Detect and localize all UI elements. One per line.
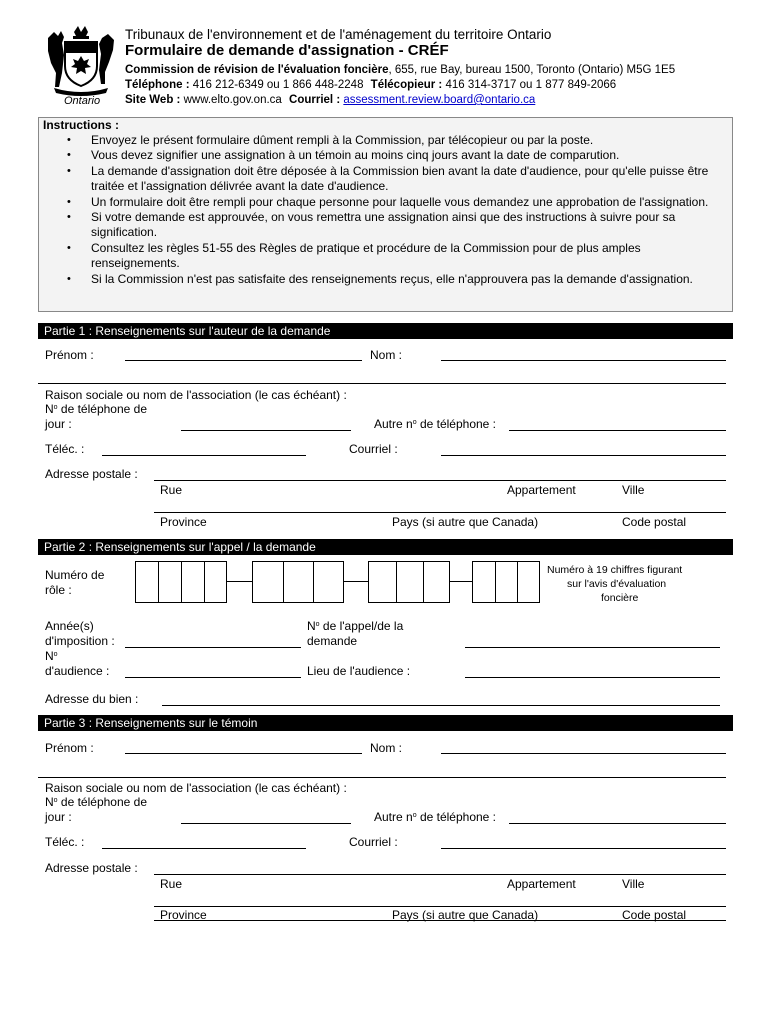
- email-label: Courriel :: [289, 94, 341, 106]
- p3-appartement-caption: Appartement: [507, 877, 576, 891]
- roll-number-group-1[interactable]: [135, 561, 227, 603]
- p3-nom-label: Nom :: [370, 741, 403, 755]
- annees-field[interactable]: [125, 647, 301, 648]
- roll-number-group-2[interactable]: [252, 561, 344, 603]
- instructions-title: Instructions :: [43, 118, 120, 132]
- label-part: N: [45, 402, 54, 416]
- label-part: Autre n: [374, 810, 413, 824]
- p3-code-postal-caption: Code postal: [622, 908, 687, 922]
- audience-field[interactable]: [125, 677, 301, 678]
- p1-raison-label: Raison sociale ou nom de l'association (le cas échéant) :: [45, 388, 347, 402]
- appel-label: [307, 619, 403, 633]
- p3-raison-label: Raison sociale ou nom de l'association (le cas échéant) :: [45, 781, 347, 795]
- part2-header: Partie 2 : Renseignements sur l'appel / la demande: [38, 539, 733, 555]
- roll-number-label-2: rôle :: [45, 583, 72, 597]
- part1-header: Partie 1 : Renseignements sur l'auteur de la demande: [38, 323, 733, 339]
- roll-connector: [450, 581, 472, 582]
- contact-web-line: [125, 93, 535, 107]
- p1-appartement-caption: Appartement: [507, 483, 576, 497]
- contact-phone-line: [125, 78, 616, 92]
- tribunal-name: Tribunaux de l'environnement et de l'aménagement du territoire Ontario: [125, 27, 552, 42]
- p1-autre-tel-field[interactable]: [509, 430, 726, 431]
- instruction-item: • Vous devez signifier une assignation à un témoin au moins cinq jours avant la date de comparution.: [39, 148, 729, 163]
- p1-adresse-label: Adresse postale :: [45, 467, 138, 481]
- annees-label-2: d'imposition :: [45, 634, 115, 648]
- p1-prenom-field[interactable]: [125, 360, 362, 361]
- phone-value: 416 212-6349 ou 1 866 448-2248: [189, 79, 364, 91]
- p3-tel-jour-label-2: jour :: [45, 810, 72, 824]
- instruction-item: • Si votre demande est approuvée, on vous remettra une assignation ainsi que des instructions à suivre pour sa signification.: [39, 210, 729, 241]
- p3-bottom-line: [154, 920, 726, 921]
- p3-autre-tel-field[interactable]: [509, 823, 726, 824]
- audience-label-2: d'audience :: [45, 664, 110, 678]
- instruction-item: • Si la Commission n'est pas satisfaite des renseignements reçus, elle n'approuvera pas la demande d'assignation.: [39, 272, 729, 287]
- instruction-item: • Consultez les règles 51-55 des Règles de pratique et procédure de la Commission pour de plus amples renseignements.: [39, 241, 729, 272]
- roll-note-3: foncière: [601, 592, 639, 604]
- part3-header: Partie 3 : Renseignements sur le témoin: [38, 715, 733, 731]
- p3-prenom-field[interactable]: [125, 753, 362, 754]
- label-sup: o: [315, 621, 320, 628]
- p1-adresse-field[interactable]: [154, 480, 726, 481]
- p3-nom-field[interactable]: [441, 753, 726, 754]
- appel-field[interactable]: [465, 647, 720, 648]
- instruction-item: • Envoyez le présent formulaire dûment rempli à la Commission, par télécopieur ou par la poste.: [39, 133, 729, 148]
- adresse-bien-label: Adresse du bien :: [45, 692, 139, 706]
- commission-name: Commission de révision de l'évaluation foncière: [125, 64, 389, 76]
- web-value: www.elto.gov.on.ca: [180, 94, 282, 106]
- label-sup: o: [53, 404, 58, 411]
- label-sup: o: [412, 812, 417, 819]
- form-title: Formulaire de demande d'assignation - CRÉF: [125, 42, 449, 59]
- audience-label: [45, 649, 58, 663]
- instructions-list: [39, 133, 729, 287]
- p3-telec-label: Téléc. :: [45, 835, 85, 849]
- p1-courriel-label: Courriel :: [349, 442, 398, 456]
- appel-label-2: demande: [307, 634, 358, 648]
- roll-note-2: sur l'avis d'évaluation: [567, 578, 667, 590]
- p1-telec-label: Téléc. :: [45, 442, 85, 456]
- label-sup: o: [53, 651, 58, 658]
- logo-wordmark: Ontario: [64, 95, 101, 107]
- p3-prenom-label: Prénom :: [45, 741, 94, 755]
- p3-separator-line[interactable]: [38, 777, 726, 778]
- label-part: de téléphone de: [57, 402, 147, 416]
- roll-connector: [344, 581, 368, 582]
- p3-rue-caption: Rue: [160, 877, 183, 891]
- lieu-label: Lieu de l'audience :: [307, 664, 411, 678]
- roll-connector: [227, 581, 252, 582]
- label-part: N: [45, 795, 54, 809]
- label-part: de téléphone :: [416, 417, 497, 431]
- p3-courriel-label: Courriel :: [349, 835, 398, 849]
- label-part: de téléphone de: [57, 795, 147, 809]
- ontario-coat-of-arms-icon: [44, 24, 118, 96]
- commission-line: [125, 63, 675, 77]
- p1-code-postal-caption: Code postal: [622, 515, 687, 529]
- p1-autre-tel-label: [374, 417, 496, 431]
- p1-tel-jour-field[interactable]: [181, 430, 351, 431]
- p3-adresse-label: Adresse postale :: [45, 861, 138, 875]
- roll-number-group-3[interactable]: [368, 561, 450, 603]
- label-part: de l'appel/de la: [319, 619, 404, 633]
- p1-tel-jour-label: [45, 402, 147, 416]
- p3-tel-jour-label: [45, 795, 147, 809]
- p3-pays-caption: Pays (si autre que Canada): [392, 908, 539, 922]
- p1-nom-label: Nom :: [370, 348, 403, 362]
- label-part: N: [45, 649, 54, 663]
- instruction-item: • Un formulaire doit être rempli pour chaque personne pour laquelle vous demandez une approbation de l'assignation.: [39, 195, 729, 210]
- label-sup: o: [53, 797, 58, 804]
- p1-ville-caption: Ville: [622, 483, 645, 497]
- p1-separator-line[interactable]: [38, 383, 726, 384]
- p1-province-caption: Province: [160, 515, 207, 529]
- p3-province-caption: Province: [160, 908, 207, 922]
- p3-ville-caption: Ville: [622, 877, 645, 891]
- p1-courriel-field[interactable]: [441, 455, 726, 456]
- fax-label: Télécopieur :: [370, 79, 443, 91]
- commission-address: , 655, rue Bay, bureau 1500, Toronto (Ontario) M5G 1E5: [388, 64, 676, 76]
- web-label: Site Web :: [125, 94, 181, 106]
- p1-prenom-label: Prénom :: [45, 348, 94, 362]
- p1-pays-caption: Pays (si autre que Canada): [392, 515, 539, 529]
- p1-tel-jour-label-2: jour :: [45, 417, 72, 431]
- p1-telec-field[interactable]: [102, 455, 306, 456]
- p1-province-field[interactable]: [154, 512, 726, 513]
- p3-autre-tel-label: [374, 810, 496, 824]
- adresse-bien-field[interactable]: [162, 705, 720, 706]
- p3-province-field[interactable]: [154, 906, 726, 907]
- ontario-logo: [44, 24, 118, 108]
- p1-nom-field[interactable]: [441, 360, 726, 361]
- p3-telec-field[interactable]: [102, 848, 306, 849]
- annees-label: Année(s): [45, 619, 94, 633]
- label-part: N: [307, 619, 316, 633]
- label-part: Autre n: [374, 417, 413, 431]
- phone-label: Téléphone :: [125, 79, 190, 91]
- p3-tel-jour-field[interactable]: [181, 823, 351, 824]
- instructions-box: [38, 117, 733, 312]
- roll-number-label: Numéro de: [45, 568, 105, 582]
- roll-number-group-4[interactable]: [472, 561, 540, 603]
- instruction-item: • La demande d'assignation doit être déposée à la Commission bien avant la date d'audience, pour qu'elle puisse être traitée et l'assignation délivrée avant la date d'audience.: [39, 164, 729, 195]
- label-part: de téléphone :: [416, 810, 497, 824]
- lieu-field[interactable]: [465, 677, 720, 678]
- p1-rue-caption: Rue: [160, 483, 183, 497]
- email-link[interactable]: assessment.review.board@ontario.ca: [343, 94, 536, 106]
- p3-courriel-field[interactable]: [441, 848, 726, 849]
- p3-adresse-field[interactable]: [154, 874, 726, 875]
- label-sup: o: [412, 419, 417, 426]
- fax-value: 416 314-3717 ou 1 877 849-2066: [442, 79, 617, 91]
- roll-note-1: Numéro à 19 chiffres figurant: [547, 564, 683, 576]
